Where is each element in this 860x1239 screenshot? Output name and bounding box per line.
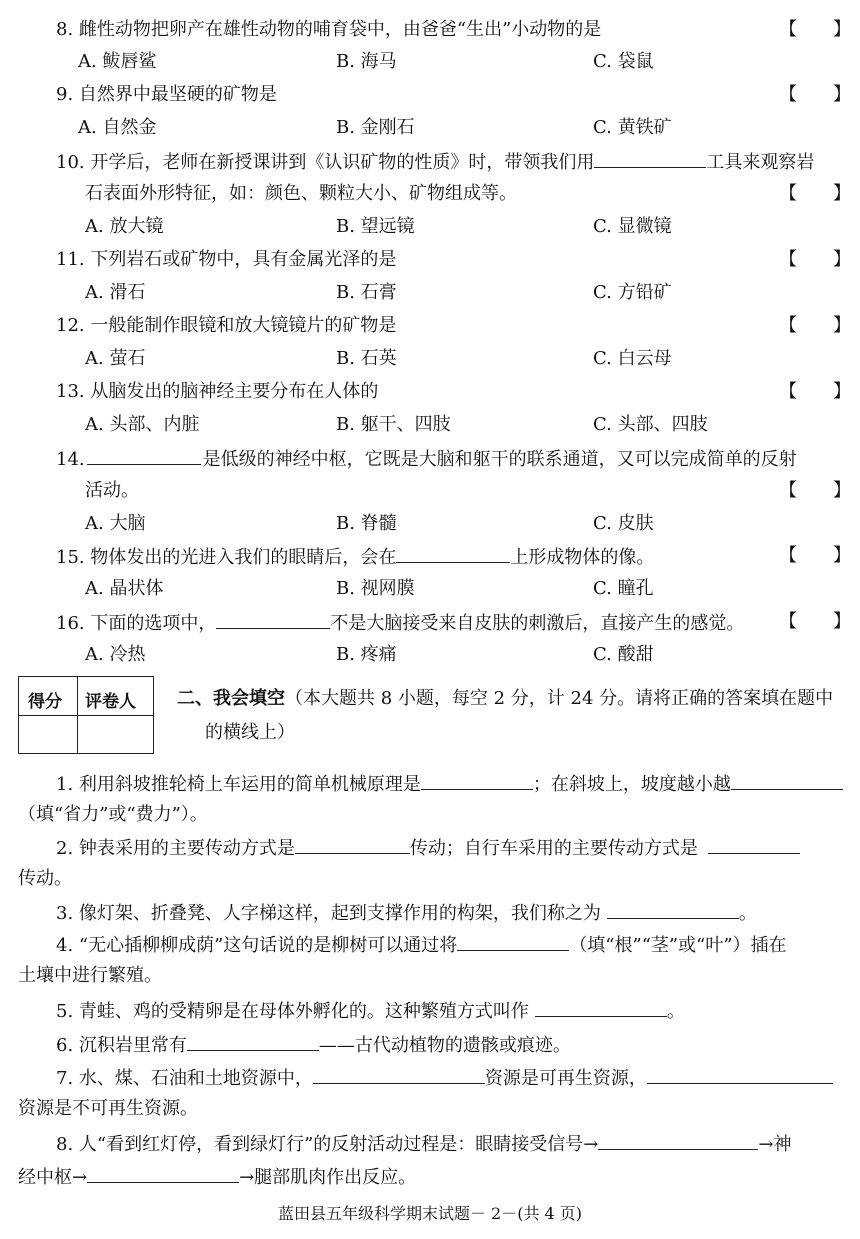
- answer-bracket-10: 【 】: [779, 183, 851, 204]
- q16-option-a: A. 冷热: [85, 644, 146, 665]
- q15-option-a: A. 晶状体: [85, 578, 164, 599]
- fill-question-2-line2: 传动。: [18, 868, 72, 889]
- fill-question-3: 3. 像灯架、折叠凳、人字梯这样，起到支撑作用的构架，我们称之为 。: [56, 903, 757, 924]
- blank-fill-1b: [731, 774, 843, 790]
- blank-fill-8a: [598, 1134, 758, 1150]
- page-footer: 蓝田县五年级科学期末试题－ 2－(共 4 页): [277, 1204, 583, 1223]
- q8-option-a: A. 鲅唇鲨: [78, 51, 157, 72]
- q14-option-a: A. 大脑: [85, 513, 146, 534]
- blank-q15: [396, 547, 510, 563]
- fill-question-8: 8. 人“看到红灯停，看到绿灯行”的反射活动过程是：眼睛接受信号→ →神: [56, 1134, 792, 1155]
- question-10-stem: 10. 开学后，老师在新授课讲到《认识矿物的性质》时，带领我们用 工具来观察岩: [56, 152, 815, 173]
- q9-option-b: B. 金刚石: [336, 117, 415, 138]
- q16-option-c: C. 酸甜: [593, 644, 654, 665]
- answer-bracket-8: 【 】: [779, 19, 851, 40]
- blank-fill-2b: [708, 838, 800, 854]
- score-header: 得分: [28, 692, 62, 712]
- question-10-stem-line2: 石表面外形特征，如：颜色、颗粒大小、矿物组成等。: [85, 183, 517, 204]
- q13-option-b: B. 躯干、四肢: [336, 414, 451, 435]
- blank-fill-2a: [295, 838, 410, 854]
- section-2-heading-line2: 的横线上）: [205, 722, 295, 743]
- question-11-stem: 11. 下列岩石或矿物中，具有金属光泽的是: [56, 249, 397, 270]
- question-8-stem: 8. 雌性动物把卵产在雄性动物的哺育袋中，由爸爸“生出”小动物的是: [56, 19, 602, 40]
- fill-question-1: 1. 利用斜坡推轮椅上车运用的简单机械原理是 ；在斜坡上，坡度越小越: [56, 774, 843, 794]
- question-9-stem: 9. 自然界中最坚硬的矿物是: [56, 84, 277, 105]
- question-14-stem: 14. 是低级的神经中枢，它既是大脑和躯干的联系通道，又可以完成简单的反射: [56, 449, 797, 470]
- question-14-stem-line2: 活动。: [85, 480, 139, 501]
- q8-option-b: B. 海马: [336, 51, 397, 72]
- blank-fill-7b: [647, 1068, 833, 1084]
- q12-option-a: A. 萤石: [85, 348, 146, 369]
- question-16-stem: 16. 下面的选项中， 不是大脑接受来自皮肤的刺激后，直接产生的感觉。: [56, 613, 745, 634]
- q11-option-b: B. 石膏: [336, 282, 397, 303]
- fill-question-7: 7. 水、煤、石油和土地资源中， 资源是可再生资源，: [56, 1068, 833, 1088]
- fill-question-2: 2. 钟表采用的主要传动方式是 传动；自行车采用的主要传动方式是: [56, 838, 800, 858]
- blank-fill-8b: [87, 1167, 239, 1183]
- blank-q10: [594, 152, 706, 168]
- q11-option-c: C. 方铅矿: [593, 282, 672, 303]
- fill-question-8-line2: 经中枢→ →腿部肌肉作出反应。: [18, 1167, 417, 1188]
- answer-bracket-12: 【 】: [779, 315, 851, 336]
- q10-option-b: B. 望远镜: [336, 216, 415, 237]
- q10-option-c: C. 显微镜: [593, 216, 672, 237]
- fill-question-7-line2: 资源是不可再生资源。: [18, 1098, 198, 1119]
- blank-fill-3: [607, 903, 739, 919]
- blank-fill-5: [535, 1001, 667, 1017]
- answer-bracket-15: 【 】: [779, 545, 851, 566]
- answer-bracket-14: 【 】: [779, 480, 851, 501]
- q12-option-c: C. 白云母: [593, 348, 672, 369]
- blank-q14: [87, 449, 201, 465]
- blank-fill-4: [457, 935, 569, 951]
- fill-question-1-line2: （填“省力”或“费力”）。: [18, 804, 208, 825]
- answer-bracket-9: 【 】: [779, 84, 851, 105]
- answer-bracket-16: 【 】: [779, 611, 851, 632]
- blank-q16: [216, 613, 330, 629]
- blank-fill-6: [187, 1035, 319, 1051]
- fill-question-5: 5. 青蛙、鸡的受精卵是在母体外孵化的。这种繁殖方式叫作 。: [56, 1001, 685, 1022]
- q14-option-c: C. 皮肤: [593, 513, 654, 534]
- q12-option-b: B. 石英: [336, 348, 397, 369]
- answer-bracket-13: 【 】: [779, 381, 851, 402]
- q14-option-b: B. 脊髓: [336, 513, 397, 534]
- q15-option-b: B. 视网膜: [336, 578, 415, 599]
- section-2-heading: 二、我会填空（本大题共 8 小题，每空 2 分，计 24 分。请将正确的答案填在题中: [177, 688, 834, 709]
- question-13-stem: 13. 从脑发出的脑神经主要分布在人体的: [56, 381, 379, 402]
- question-12-stem: 12. 一般能制作眼镜和放大镜镜片的矿物是: [56, 315, 397, 336]
- q10-option-a: A. 放大镜: [85, 216, 164, 237]
- q13-option-a: A. 头部、内脏: [85, 414, 200, 435]
- grader-header: 评卷人: [85, 692, 136, 712]
- fill-question-6: 6. 沉积岩里常有 ——古代动植物的遗骸或痕迹。: [56, 1035, 571, 1056]
- q16-option-b: B. 疼痛: [336, 644, 397, 665]
- q11-option-a: A. 滑石: [85, 282, 146, 303]
- fill-question-4-line2: 土壤中进行繁殖。: [18, 965, 162, 986]
- q9-option-c: C. 黄铁矿: [593, 117, 672, 138]
- q15-option-c: C. 瞳孔: [593, 578, 654, 599]
- blank-fill-1a: [421, 774, 533, 790]
- q9-option-a: A. 自然金: [78, 117, 157, 138]
- answer-bracket-11: 【 】: [779, 249, 851, 270]
- score-table: [18, 676, 154, 754]
- q8-option-c: C. 袋鼠: [593, 51, 654, 72]
- fill-question-4: 4. “无心插柳柳成荫”这句话说的是柳树可以通过将 （填“根”“茎”或“叶”）插在: [56, 935, 787, 956]
- score-table-divider: [19, 715, 153, 716]
- blank-fill-7a: [313, 1068, 485, 1084]
- q13-option-c: C. 头部、四肢: [593, 414, 708, 435]
- question-15-stem: 15. 物体发出的光进入我们的眼睛后，会在 上形成物体的像。: [56, 547, 655, 568]
